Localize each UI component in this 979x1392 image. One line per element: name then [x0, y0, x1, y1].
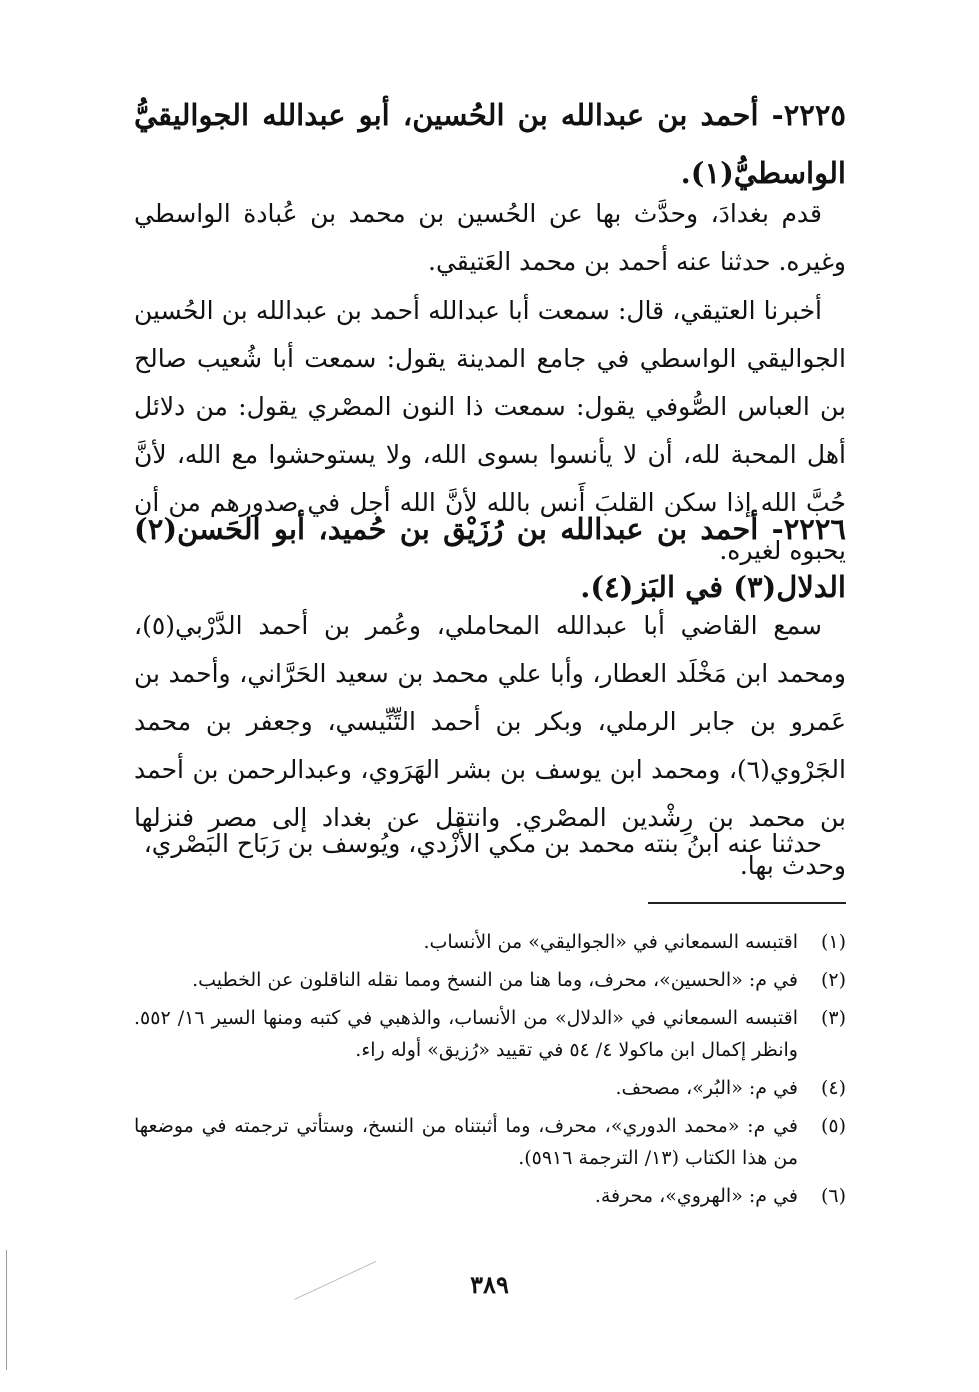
entry-2225-paragraph-1: قدم بغدادَ، وحدَّث بها عن الحُسين بن محمد بن عُبادة الواسطي وغيره. حدثنا عنه أحمد بن محمد العَتيقي.: [134, 199, 846, 276]
entry-heading-2225: ٢٢٢٥- أحمد بن عبدالله بن الحُسين، أبو عبدالله الجواليقيُّ الواسطيُّ(١).: [134, 98, 846, 190]
footnote-text: اقتبسه السمعاني في «الدلال» من الأنساب، والذهبي في كتبه ومنها السير ١٦/ ٥٥٢. وانظر إكمال ابن ماكولا ٤/ ٥٤ في تقييد «رُزيق» أوله راء.: [134, 1007, 798, 1061]
footnote-5: [134, 1110, 846, 1174]
entry-2226-paragraph-1: سمع القاضي أبا عبدالله المحاملي، وعُمر بن أحمد الدَّرْبي(٥)، ومحمد ابن مَخْلَد العطار، وأبا علي محمد بن سعيد الحَرَّاني، وأحمد بن عَمرو بن جابر الرملي، وبكر بن أحمد التِّنِّيسي، وجعفر بن محمد الجَرْوي(٦)، ومحمد ابن يوسف بن بشر الهَرَوي، وعبدالرحمن بن أحمد بن محمد بن رِشْدين المصْري. وانتقل عن بغداد إلى مصر فنزلها وحدث بها.: [134, 611, 847, 880]
scan-artifact-line: [6, 1250, 7, 1370]
page-number: ٣٨٩: [470, 1270, 509, 1299]
footnote-2: [134, 964, 846, 996]
entry-2225-paragraph-2: أخبرنا العتيقي، قال: سمعت أبا عبدالله أحمد بن عبدالله بن الحُسين الجواليقي الواسطي في جامع المدينة يقول: سمعت أبا شُعيب صالح بن العباس الصُّوفي يقول: سمعت ذا النون المصْري يقول: من دلائل أهل المحبة لله، أن لا يأنسوا بسوى الله، ولا يستوحشوا مع الله، لأنَّ حُبَّ الله إذا سكن القلبَ أَنس بالله لأنَّ الله أجل في صدورهم من أن يحبوه لغيره.: [134, 296, 846, 565]
footnote-number: (٤): [820, 1077, 846, 1099]
footnote-number: (٥): [820, 1115, 846, 1137]
entry-heading-2226: ٢٢٢٦- أحمد بن عبدالله بن رُزَيْق بن حُميد، أبو الحَسن(٢) الدلال(٣) في البَز(٤).: [134, 512, 846, 604]
footnote-1: [134, 926, 846, 958]
footnote-number: (٢): [820, 969, 846, 991]
footnote-text: في م: «الحسين»، محرف، وما هنا من النسخ ومما نقله الناقلون عن الخطيب.: [192, 969, 798, 991]
footnote-text: اقتبسه السمعاني في «الجواليقي» من الأنساب.: [423, 931, 798, 953]
footnotes-list: [134, 926, 846, 1218]
footnote-text: في م: «محمد الدوري»، محرف، وما أثبتناه من النسخ، وستأتي ترجمته في موضعها من هذا الكتاب (١٣/ الترجمة ٥٩١٦).: [134, 1115, 798, 1169]
footnote-number: (٣): [820, 1007, 846, 1029]
footnote-3: [134, 1002, 846, 1066]
footnote-text: في م: «الهروي»، محرفة.: [594, 1185, 798, 1207]
footnote-number: (٦): [820, 1185, 846, 1207]
footnote-6: [134, 1180, 846, 1212]
footnote-separator: [648, 902, 846, 904]
entry-2226-paragraph-2: حدثنا عنه ابنُ بنته محمد بن مكي الأَزْدي، ويُوسف بن رَبَاح البَصْري،: [143, 829, 822, 858]
footnote-4: [134, 1072, 846, 1104]
footnote-text: في م: «البُر»، مصحف.: [615, 1077, 798, 1099]
footnote-number: (١): [820, 931, 846, 953]
